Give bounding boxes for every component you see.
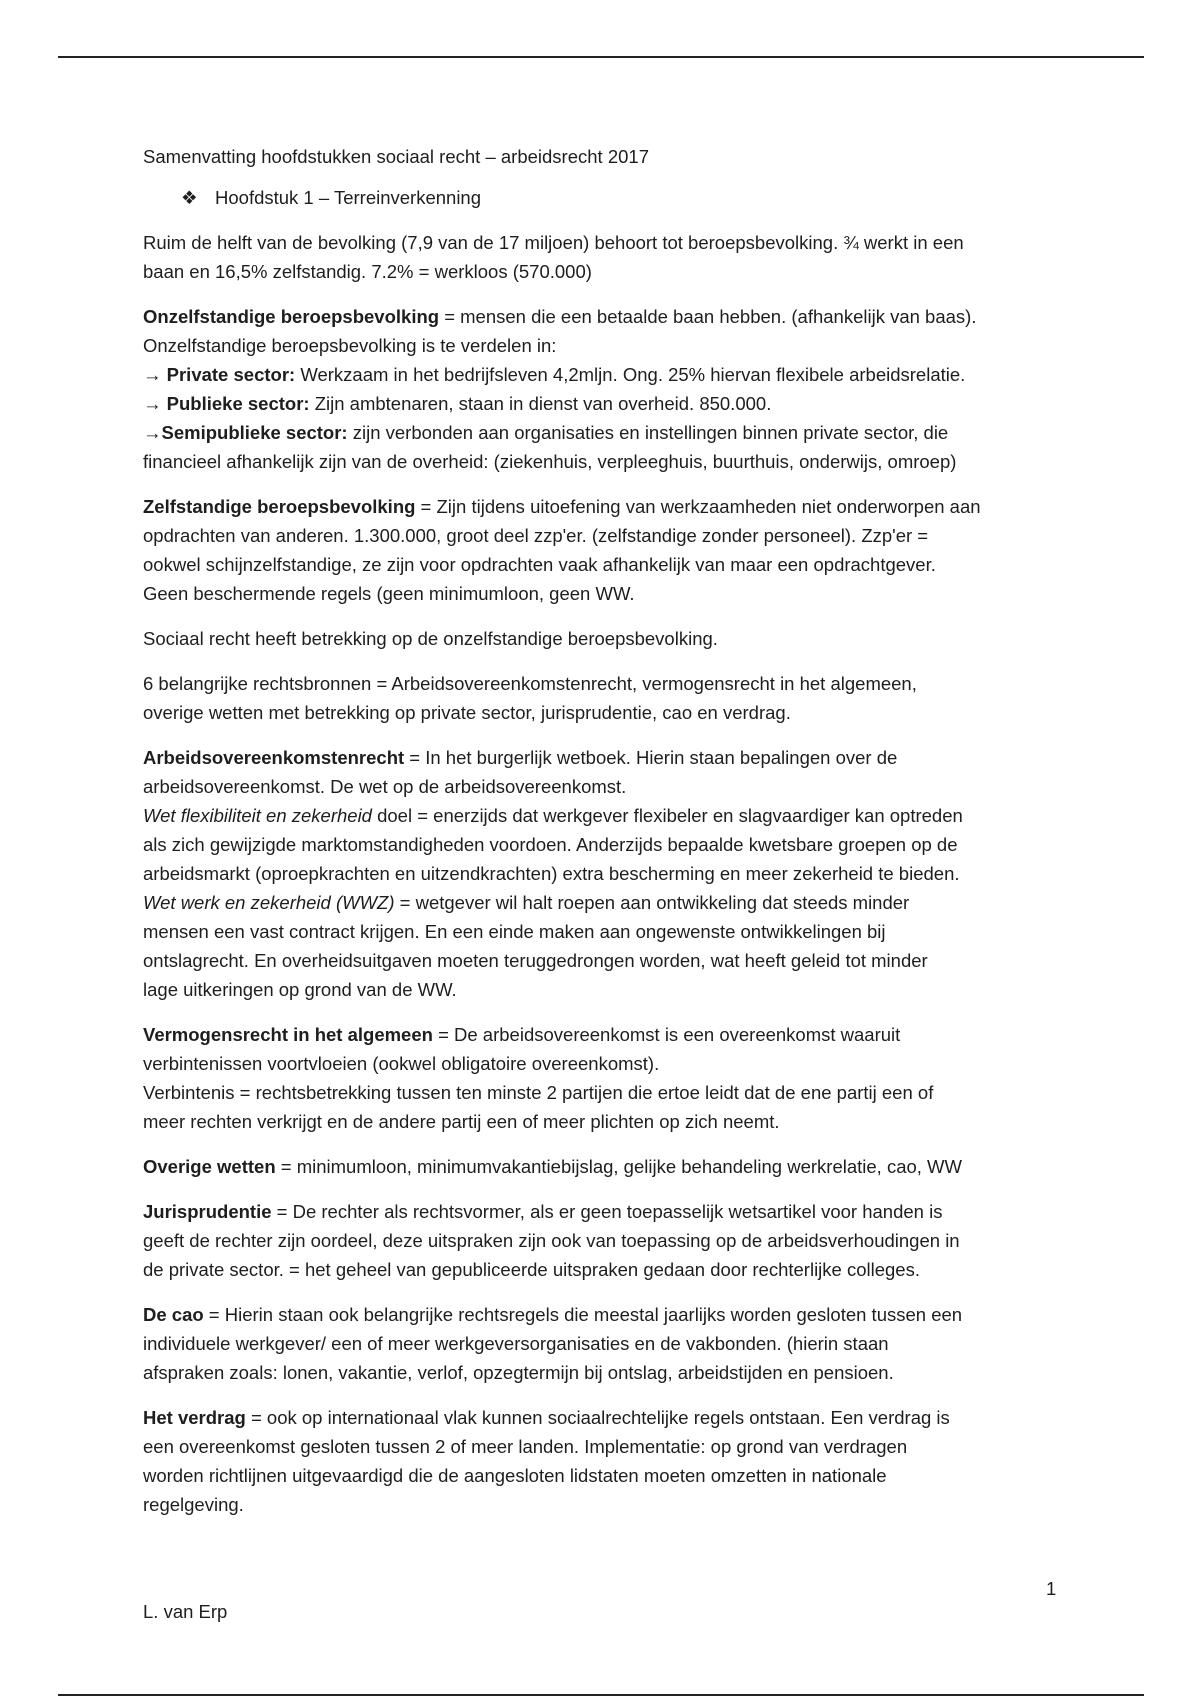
chapter-heading — [143, 183, 1063, 212]
text-line: arbeidsovereenkomst. De wet op de arbeidsovereenkomst. — [143, 776, 627, 797]
term: Onzelfstandige beroepsbevolking — [143, 306, 440, 327]
paragraph-rechtsbronnen — [143, 669, 1063, 727]
paragraph-onzelfstandige — [143, 302, 1063, 476]
text-line — [143, 888, 1063, 917]
text-line: een overeenkomst gesloten tussen 2 of meer landen. Implementatie: op grond van verdragen — [143, 1436, 908, 1457]
term: Wet flexibiliteit en zekerheid — [143, 805, 372, 826]
arrow-icon: → — [143, 364, 162, 385]
text: doel = enerzijds dat werkgever flexibeler en slagvaardiger kan optreden — [371, 805, 963, 826]
text-line — [143, 801, 1063, 830]
page-number: 1 — [1046, 1578, 1057, 1599]
text-line: opdrachten van anderen. 1.300.000, groot deel zzp'er. (zelfstandige zonder personeel). Zzp'er = — [143, 525, 929, 546]
text-line: Sociaal recht heeft betrekking op de onzelfstandige beroepsbevolking. — [143, 628, 718, 649]
text-line: als zich gewijzigde marktomstandigheden voordoen. Anderzijds bepaalde kwetsbare groepen op de — [143, 834, 958, 855]
text-line — [143, 743, 1063, 772]
document-title — [143, 142, 1063, 171]
paragraph-overige-wetten — [143, 1152, 1063, 1181]
text: = Hierin staan ook belangrijke rechtsregels die meestal jaarlijks worden gesloten tussen een — [203, 1304, 963, 1325]
header-rule — [58, 56, 1144, 58]
text-line — [143, 302, 1063, 331]
text-line: Geen beschermende regels (geen minimumloon, geen WW. — [143, 583, 635, 604]
text-line: meer rechten verkrijgt en de andere partij een of meer plichten op zich neemt. — [143, 1111, 780, 1132]
text-line: overige wetten met betrekking op private sector, jurisprudentie, cao en verdrag. — [143, 702, 791, 723]
term: Zelfstandige beroepsbevolking — [143, 496, 416, 517]
term: Het verdrag — [143, 1407, 246, 1428]
list-item-semipublic — [143, 418, 1063, 447]
document-body — [143, 142, 1063, 1535]
text-line: verbintenissen voortvloeien (ookwel obligatoire overeenkomst). — [143, 1053, 660, 1074]
text-line: baan en 16,5% zelfstandig. 7.2% = werkloos (570.000) — [143, 261, 592, 282]
footer-author: L. van Erp — [143, 1601, 228, 1622]
term: Arbeidsovereenkomstenrecht — [143, 747, 405, 768]
list-item-private — [143, 360, 1063, 389]
text: = wetgever wil halt roepen aan ontwikkeling dat steeds minder — [394, 892, 910, 913]
text: = Zijn tijdens uitoefening van werkzaamheden niet onderworpen aan — [415, 496, 981, 517]
text: = minimumloon, minimumvakantiebijslag, gelijke behandeling werkrelatie, cao, WW — [275, 1156, 962, 1177]
text-line: de private sector. = het geheel van gepubliceerde uitspraken gedaan door rechterlijke colleges. — [143, 1259, 920, 1280]
paragraph-sociaal-recht — [143, 624, 1063, 653]
text-line: 6 belangrijke rechtsbronnen = Arbeidsovereenkomstenrecht, vermogensrecht in het algemeen, — [143, 673, 917, 694]
text: = De rechter als rechtsvormer, als er geen toepasselijk wetsartikel voor handen is — [271, 1201, 943, 1222]
text: = ook op internationaal vlak kunnen sociaalrechtelijke regels ontstaan. Een verdrag is — [245, 1407, 950, 1428]
text: = In het burgerlijk wetboek. Hierin staan bepalingen over de — [404, 747, 898, 768]
text: zijn verbonden aan organisaties en instellingen binnen private sector, die — [347, 422, 949, 443]
text: = mensen die een betaalde baan hebben. (afhankelijk van baas). — [439, 306, 977, 327]
text-line — [143, 492, 1063, 521]
diamond-bullet-icon: ❖ — [181, 187, 198, 208]
text: Zijn ambtenaren, staan in dienst van overheid. 850.000. — [309, 393, 772, 414]
text-line: afspraken zoals: lonen, vakantie, verlof, opzegtermijn bij ontslag, arbeidstijden en pensioen. — [143, 1362, 894, 1383]
term: Publieke sector: — [166, 393, 310, 414]
text-line: mensen een vast contract krijgen. En een einde maken aan ongewenste ontwikkelingen bij — [143, 921, 886, 942]
term: Overige wetten — [143, 1156, 276, 1177]
title-text: Samenvatting hoofdstukken sociaal recht – arbeidsrecht 2017 — [143, 146, 649, 167]
term: De cao — [143, 1304, 204, 1325]
arrow-icon: → — [143, 393, 162, 414]
text-line — [143, 1197, 1063, 1226]
text-line: financieel afhankelijk zijn van de overheid: (ziekenhuis, verpleeghuis, buurthuis, onderwijs, omroep) — [143, 451, 957, 472]
text-line: regelgeving. — [143, 1494, 244, 1515]
paragraph-verdrag — [143, 1403, 1063, 1519]
text-line: Onzelfstandige beroepsbevolking is te verdelen in: — [143, 335, 557, 356]
paragraph-zelfstandige — [143, 492, 1063, 608]
term: Semipublieke sector: — [161, 422, 348, 443]
text-line: Ruim de helft van de bevolking (7,9 van de 17 miljoen) behoort tot beroepsbevolking. ¾ werkt in een — [143, 232, 964, 253]
paragraph-arbeidsovereenkomstenrecht — [143, 743, 1063, 1004]
text-line — [143, 1152, 1063, 1181]
chapter-heading-text: Hoofdstuk 1 – Terreinverkenning — [215, 187, 482, 208]
text-line: worden richtlijnen uitgevaardigd die de aangesloten lidstaten moeten omzetten in nationale — [143, 1465, 887, 1486]
paragraph-jurisprudentie — [143, 1197, 1063, 1284]
text: = De arbeidsovereenkomst is een overeenkomst waaruit — [432, 1024, 901, 1045]
term: Private sector: — [166, 364, 296, 385]
text-line — [143, 1020, 1063, 1049]
term: Wet werk en zekerheid (WWZ) — [143, 892, 395, 913]
text-line: individuele werkgever/ een of meer werkgeversorganisaties en de vakbonden. (hierin staan — [143, 1333, 889, 1354]
paragraph-vermogensrecht — [143, 1020, 1063, 1136]
text-line: geeft de rechter zijn oordeel, deze uitspraken zijn ook van toepassing op de arbeidsverhoudingen in — [143, 1230, 960, 1251]
arrow-icon: → — [143, 422, 162, 443]
term: Jurisprudentie — [143, 1201, 272, 1222]
text-line: arbeidsmarkt (oproepkrachten en uitzendkrachten) extra bescherming en meer zekerheid te bieden. — [143, 863, 960, 884]
text-line: ontslagrecht. En overheidsuitgaven moeten teruggedrongen worden, wat heeft geleid tot minder — [143, 950, 928, 971]
term: Vermogensrecht in het algemeen — [143, 1024, 433, 1045]
text-line — [143, 1300, 1063, 1329]
text: Werkzaam in het bedrijfsleven 4,2mljn. Ong. 25% hiervan flexibele arbeidsrelatie. — [295, 364, 966, 385]
list-item-public — [143, 389, 1063, 418]
text-line: lage uitkeringen op grond van de WW. — [143, 979, 457, 1000]
paragraph-cao — [143, 1300, 1063, 1387]
footer-rule — [58, 1694, 1144, 1696]
text-line: Verbintenis = rechtsbetrekking tussen ten minste 2 partijen die ertoe leidt dat de ene partij een of — [143, 1082, 934, 1103]
text-line — [143, 1403, 1063, 1432]
text-line: ookwel schijnzelfstandige, ze zijn voor opdrachten vaak afhankelijk van maar een opdrachtgever. — [143, 554, 936, 575]
paragraph-population — [143, 228, 1063, 286]
